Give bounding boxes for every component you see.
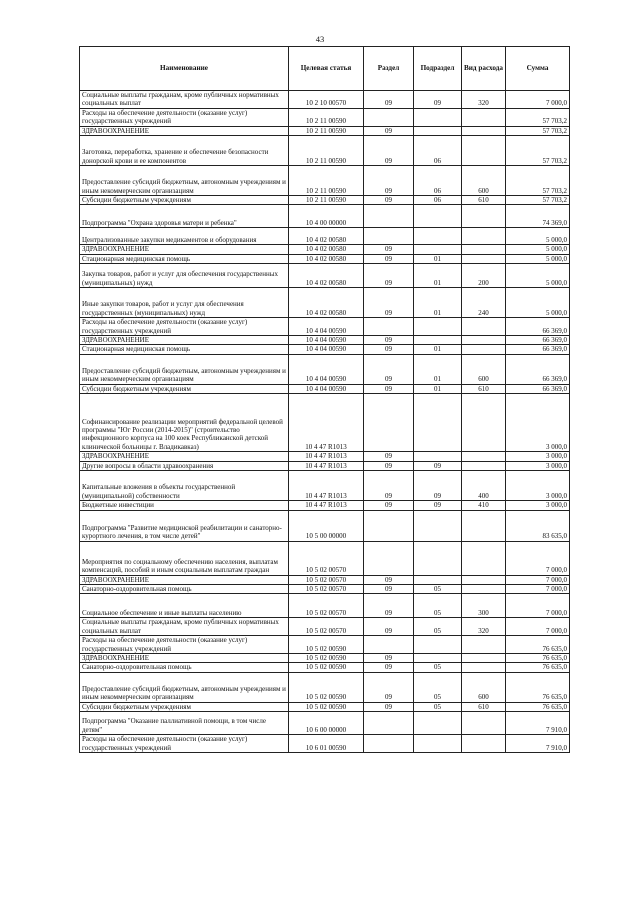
- cell-expense-type: [462, 336, 506, 345]
- column-header-target-article: Целевая статья: [289, 47, 364, 91]
- cell-sum: 5 000,0: [506, 288, 570, 318]
- cell-section: [364, 636, 414, 654]
- cell-sum: 76 635,0: [506, 636, 570, 654]
- cell-name: Иные закупки товаров, работ и услуг для обеспечения государственных (муниципальных) нужд: [80, 288, 289, 318]
- cell-name: Капитальные вложения в объекты государственной (муниципальной) собственности: [80, 471, 289, 501]
- column-header-sum: Сумма: [506, 47, 570, 91]
- cell-target-article: 10 5 02 00570: [289, 541, 364, 575]
- cell-sum: 7 000,0: [506, 584, 570, 593]
- table-row: [80, 108, 570, 126]
- cell-subsection: [414, 541, 462, 575]
- cell-subsection: 01: [414, 254, 462, 263]
- cell-subsection: [414, 575, 462, 584]
- cell-sum: 76 635,0: [506, 653, 570, 662]
- cell-subsection: 09: [414, 461, 462, 470]
- cell-expense-type: [462, 712, 506, 735]
- cell-subsection: [414, 653, 462, 662]
- cell-sum: 76 635,0: [506, 663, 570, 672]
- cell-subsection: [414, 108, 462, 126]
- cell-expense-type: [462, 461, 506, 470]
- cell-section: 09: [364, 461, 414, 470]
- cell-name: Социальные выплаты гражданам, кроме публичных нормативных социальных выплат: [80, 91, 289, 109]
- cell-subsection: [414, 636, 462, 654]
- cell-section: 09: [364, 126, 414, 135]
- cell-target-article: 10 4 47 R1013: [289, 394, 364, 452]
- cell-subsection: [414, 510, 462, 541]
- cell-expense-type: 600: [462, 354, 506, 384]
- cell-section: 09: [364, 584, 414, 593]
- cell-expense-type: 320: [462, 618, 506, 636]
- cell-target-article: 10 4 47 R1013: [289, 461, 364, 470]
- cell-target-article: 10 2 11 00590: [289, 196, 364, 205]
- cell-expense-type: [462, 653, 506, 662]
- cell-sum: 7 000,0: [506, 594, 570, 618]
- table-row: [80, 461, 570, 470]
- cell-sum: 7 000,0: [506, 91, 570, 109]
- cell-expense-type: [462, 136, 506, 166]
- cell-target-article: 10 4 47 R1013: [289, 471, 364, 501]
- cell-sum: 5 000,0: [506, 264, 570, 288]
- cell-subsection: [414, 126, 462, 135]
- table-row: [80, 205, 570, 228]
- cell-target-article: 10 4 04 00590: [289, 336, 364, 345]
- cell-sum: 57 703,2: [506, 166, 570, 196]
- cell-expense-type: [462, 510, 506, 541]
- cell-sum: 66 369,0: [506, 354, 570, 384]
- table-row: [80, 672, 570, 702]
- cell-target-article: 10 4 02 00580: [289, 254, 364, 263]
- cell-name: Санаторно-оздоровительная помощь: [80, 663, 289, 672]
- table-row: [80, 196, 570, 205]
- table-row: [80, 452, 570, 461]
- cell-target-article: 10 2 11 00590: [289, 126, 364, 135]
- cell-subsection: 05: [414, 594, 462, 618]
- cell-subsection: [414, 735, 462, 753]
- cell-sum: 7 000,0: [506, 575, 570, 584]
- cell-subsection: 06: [414, 196, 462, 205]
- cell-sum: 5 000,0: [506, 245, 570, 254]
- cell-section: [364, 205, 414, 228]
- cell-name: ЗДРАВООХРАНЕНИЕ: [80, 575, 289, 584]
- cell-section: 09: [364, 288, 414, 318]
- cell-expense-type: [462, 584, 506, 593]
- table-row: [80, 91, 570, 109]
- cell-expense-type: [462, 541, 506, 575]
- table-row: [80, 254, 570, 263]
- cell-name: Бюджетные инвестиции: [80, 501, 289, 510]
- table-row: [80, 702, 570, 711]
- cell-sum: 66 369,0: [506, 318, 570, 336]
- table-row: [80, 594, 570, 618]
- table-row: [80, 653, 570, 662]
- table-row: [80, 735, 570, 753]
- cell-sum: 7 910,0: [506, 735, 570, 753]
- table-row: [80, 288, 570, 318]
- cell-expense-type: 240: [462, 288, 506, 318]
- cell-section: [364, 228, 414, 245]
- cell-target-article: 10 4 47 R1013: [289, 501, 364, 510]
- cell-name: Субсидии бюджетным учреждениям: [80, 702, 289, 711]
- cell-name: ЗДРАВООХРАНЕНИЕ: [80, 653, 289, 662]
- cell-name: Расходы на обеспечение деятельности (оказание услуг) государственных учреждений: [80, 735, 289, 753]
- cell-sum: 57 703,2: [506, 126, 570, 135]
- cell-target-article: 10 4 02 00580: [289, 245, 364, 254]
- column-header-expense-type: Вид расхода: [462, 47, 506, 91]
- table-row: [80, 228, 570, 245]
- cell-section: 09: [364, 345, 414, 354]
- cell-section: 09: [364, 166, 414, 196]
- cell-name: Стационарная медицинская помощь: [80, 345, 289, 354]
- table-row: [80, 575, 570, 584]
- table-body: [80, 91, 570, 753]
- cell-section: 09: [364, 264, 414, 288]
- cell-name: Заготовка, переработка, хранение и обеспечение безопасности донорской крови и ее компонентов: [80, 136, 289, 166]
- cell-name: ЗДРАВООХРАНЕНИЕ: [80, 336, 289, 345]
- cell-target-article: 10 5 02 00570: [289, 584, 364, 593]
- cell-name: Расходы на обеспечение деятельности (оказание услуг) государственных учреждений: [80, 636, 289, 654]
- cell-target-article: 10 5 02 00570: [289, 575, 364, 584]
- cell-subsection: 01: [414, 264, 462, 288]
- cell-name: Предоставление субсидий бюджетным, автономным учреждениям и иным некоммерческим организациям: [80, 354, 289, 384]
- table-row: [80, 541, 570, 575]
- page-number: 43: [315, 34, 325, 44]
- cell-subsection: 05: [414, 663, 462, 672]
- cell-expense-type: [462, 636, 506, 654]
- cell-sum: 7 000,0: [506, 541, 570, 575]
- cell-section: 09: [364, 663, 414, 672]
- table-row: [80, 501, 570, 510]
- cell-sum: 57 703,2: [506, 196, 570, 205]
- cell-expense-type: [462, 663, 506, 672]
- cell-target-article: 10 4 04 00590: [289, 354, 364, 384]
- cell-expense-type: 610: [462, 702, 506, 711]
- cell-target-article: 10 4 04 00590: [289, 345, 364, 354]
- cell-sum: 5 000,0: [506, 254, 570, 263]
- table-row: [80, 136, 570, 166]
- cell-sum: 83 635,0: [506, 510, 570, 541]
- cell-expense-type: [462, 575, 506, 584]
- cell-subsection: 09: [414, 501, 462, 510]
- cell-name: Предоставление субсидий бюджетным, автономным учреждениям и иным некоммерческим организациям: [80, 166, 289, 196]
- cell-sum: 66 369,0: [506, 345, 570, 354]
- cell-target-article: 10 5 00 00000: [289, 510, 364, 541]
- cell-expense-type: [462, 394, 506, 452]
- cell-section: 09: [364, 136, 414, 166]
- cell-target-article: 10 4 02 00580: [289, 288, 364, 318]
- table-row: [80, 264, 570, 288]
- cell-section: 09: [364, 245, 414, 254]
- cell-subsection: 05: [414, 584, 462, 593]
- cell-name: Субсидии бюджетным учреждениям: [80, 384, 289, 393]
- cell-expense-type: [462, 205, 506, 228]
- cell-section: [364, 735, 414, 753]
- cell-name: Санаторно-оздоровительная помощь: [80, 584, 289, 593]
- cell-sum: 7 910,0: [506, 712, 570, 735]
- cell-target-article: 10 5 02 00590: [289, 663, 364, 672]
- cell-expense-type: [462, 108, 506, 126]
- cell-subsection: 01: [414, 345, 462, 354]
- cell-section: 09: [364, 452, 414, 461]
- cell-section: 09: [364, 354, 414, 384]
- cell-subsection: [414, 245, 462, 254]
- cell-target-article: 10 6 01 00590: [289, 735, 364, 753]
- cell-sum: 76 635,0: [506, 672, 570, 702]
- cell-target-article: 10 4 47 R1013: [289, 452, 364, 461]
- cell-target-article: 10 5 02 00570: [289, 594, 364, 618]
- cell-section: [364, 510, 414, 541]
- cell-subsection: 05: [414, 702, 462, 711]
- table-row: [80, 318, 570, 336]
- cell-expense-type: [462, 228, 506, 245]
- cell-subsection: [414, 452, 462, 461]
- cell-name: Другие вопросы в области здравоохранения: [80, 461, 289, 470]
- cell-target-article: 10 4 04 00590: [289, 318, 364, 336]
- cell-name: Субсидии бюджетным учреждениям: [80, 196, 289, 205]
- cell-name: Подпрограмма "Развитие медицинской реабилитации и санаторно-курортного лечения, в том числе детей": [80, 510, 289, 541]
- cell-section: 09: [364, 501, 414, 510]
- table-row: [80, 510, 570, 541]
- cell-section: 09: [364, 594, 414, 618]
- cell-expense-type: 600: [462, 672, 506, 702]
- cell-name: Софинансирование реализации мероприятий федеральной целевой программы "Юг России (2014-2015)" (строительство инфекционного корпуса на 100 коек Республиканской детской клинической больницы г. Владикавказ): [80, 394, 289, 452]
- cell-sum: 74 369,0: [506, 205, 570, 228]
- table-row: [80, 345, 570, 354]
- table-row: [80, 584, 570, 593]
- table-row: [80, 663, 570, 672]
- cell-expense-type: [462, 254, 506, 263]
- table-row: [80, 354, 570, 384]
- budget-table: [79, 46, 570, 753]
- cell-target-article: 10 6 00 00000: [289, 712, 364, 735]
- cell-expense-type: 320: [462, 91, 506, 109]
- cell-subsection: 05: [414, 672, 462, 702]
- cell-name: Расходы на обеспечение деятельности (оказание услуг) государственных учреждений: [80, 108, 289, 126]
- table-row: [80, 618, 570, 636]
- cell-expense-type: [462, 318, 506, 336]
- cell-subsection: [414, 205, 462, 228]
- cell-name: ЗДРАВООХРАНЕНИЕ: [80, 126, 289, 135]
- cell-subsection: 09: [414, 471, 462, 501]
- table-row: [80, 384, 570, 393]
- cell-expense-type: 300: [462, 594, 506, 618]
- cell-subsection: [414, 318, 462, 336]
- cell-expense-type: 610: [462, 196, 506, 205]
- cell-expense-type: [462, 345, 506, 354]
- cell-sum: 3 000,0: [506, 471, 570, 501]
- cell-expense-type: 600: [462, 166, 506, 196]
- column-header-section: Раздел: [364, 47, 414, 91]
- cell-target-article: 10 4 04 00590: [289, 384, 364, 393]
- cell-target-article: 10 5 02 00570: [289, 618, 364, 636]
- cell-name: Подпрограмма "Охрана здоровья матери и ребенка": [80, 205, 289, 228]
- cell-section: 09: [364, 672, 414, 702]
- cell-name: Закупка товаров, работ и услуг для обеспечения государственных (муниципальных) нужд: [80, 264, 289, 288]
- cell-expense-type: 410: [462, 501, 506, 510]
- column-header-name: Наименование: [80, 47, 289, 91]
- cell-section: [364, 394, 414, 452]
- cell-section: 09: [364, 336, 414, 345]
- cell-target-article: 10 4 00 00000: [289, 205, 364, 228]
- cell-subsection: [414, 712, 462, 735]
- table-row: [80, 336, 570, 345]
- cell-sum: 3 000,0: [506, 452, 570, 461]
- cell-target-article: 10 4 02 00580: [289, 264, 364, 288]
- cell-name: Подпрограмма "Оказание паллиативной помощи, в том числе детям": [80, 712, 289, 735]
- cell-target-article: 10 5 02 00590: [289, 653, 364, 662]
- cell-sum: 3 000,0: [506, 461, 570, 470]
- cell-name: ЗДРАВООХРАНЕНИЕ: [80, 452, 289, 461]
- cell-section: [364, 712, 414, 735]
- cell-subsection: 01: [414, 354, 462, 384]
- cell-sum: 66 369,0: [506, 336, 570, 345]
- table-row: [80, 636, 570, 654]
- cell-section: 09: [364, 196, 414, 205]
- cell-subsection: [414, 394, 462, 452]
- cell-target-article: 10 2 10 00570: [289, 91, 364, 109]
- cell-expense-type: 610: [462, 384, 506, 393]
- cell-target-article: 10 5 02 00590: [289, 702, 364, 711]
- cell-section: 09: [364, 384, 414, 393]
- table-row: [80, 471, 570, 501]
- cell-name: Предоставление субсидий бюджетным, автономным учреждениям и иным некоммерческим организациям: [80, 672, 289, 702]
- cell-sum: 5 000,0: [506, 228, 570, 245]
- cell-subsection: 05: [414, 618, 462, 636]
- cell-subsection: 01: [414, 384, 462, 393]
- cell-name: Централизованные закупки медикаментов и оборудования: [80, 228, 289, 245]
- cell-section: 09: [364, 653, 414, 662]
- column-header-subsection: Подраздел: [414, 47, 462, 91]
- cell-target-article: 10 2 11 00590: [289, 136, 364, 166]
- cell-sum: 66 369,0: [506, 384, 570, 393]
- cell-name: Стационарная медицинская помощь: [80, 254, 289, 263]
- table-row: [80, 245, 570, 254]
- cell-sum: 76 635,0: [506, 702, 570, 711]
- table-row: [80, 166, 570, 196]
- cell-subsection: [414, 228, 462, 245]
- cell-sum: 57 703,2: [506, 136, 570, 166]
- cell-subsection: 06: [414, 166, 462, 196]
- cell-subsection: 06: [414, 136, 462, 166]
- table-row: [80, 712, 570, 735]
- cell-sum: 57 703,2: [506, 108, 570, 126]
- cell-name: Социальное обеспечение и иные выплаты населению: [80, 594, 289, 618]
- cell-expense-type: [462, 735, 506, 753]
- cell-section: 09: [364, 254, 414, 263]
- cell-target-article: 10 2 11 00590: [289, 108, 364, 126]
- cell-section: 09: [364, 702, 414, 711]
- cell-expense-type: [462, 245, 506, 254]
- cell-target-article: 10 5 02 00590: [289, 672, 364, 702]
- cell-expense-type: [462, 452, 506, 461]
- cell-name: Расходы на обеспечение деятельности (оказание услуг) государственных учреждений: [80, 318, 289, 336]
- cell-target-article: 10 4 02 00580: [289, 228, 364, 245]
- cell-sum: 3 000,0: [506, 394, 570, 452]
- cell-section: 09: [364, 618, 414, 636]
- cell-subsection: [414, 336, 462, 345]
- cell-name: Мероприятия по социальному обеспечению населения, выплатам компенсаций, пособий и иным социальным выплатам граждан: [80, 541, 289, 575]
- cell-section: [364, 108, 414, 126]
- table-row: [80, 394, 570, 452]
- cell-name: Социальные выплаты гражданам, кроме публичных нормативных социальных выплат: [80, 618, 289, 636]
- cell-target-article: 10 2 11 00590: [289, 166, 364, 196]
- cell-section: 09: [364, 91, 414, 109]
- cell-expense-type: [462, 126, 506, 135]
- cell-subsection: 09: [414, 91, 462, 109]
- cell-subsection: 01: [414, 288, 462, 318]
- cell-section: [364, 318, 414, 336]
- cell-section: [364, 541, 414, 575]
- cell-name: ЗДРАВООХРАНЕНИЕ: [80, 245, 289, 254]
- cell-section: 09: [364, 575, 414, 584]
- cell-expense-type: 400: [462, 471, 506, 501]
- table-header-row: [80, 47, 570, 91]
- cell-section: 09: [364, 471, 414, 501]
- cell-target-article: 10 5 02 00590: [289, 636, 364, 654]
- cell-sum: 3 000,0: [506, 501, 570, 510]
- cell-sum: 7 000,0: [506, 618, 570, 636]
- cell-expense-type: 200: [462, 264, 506, 288]
- table-row: [80, 126, 570, 135]
